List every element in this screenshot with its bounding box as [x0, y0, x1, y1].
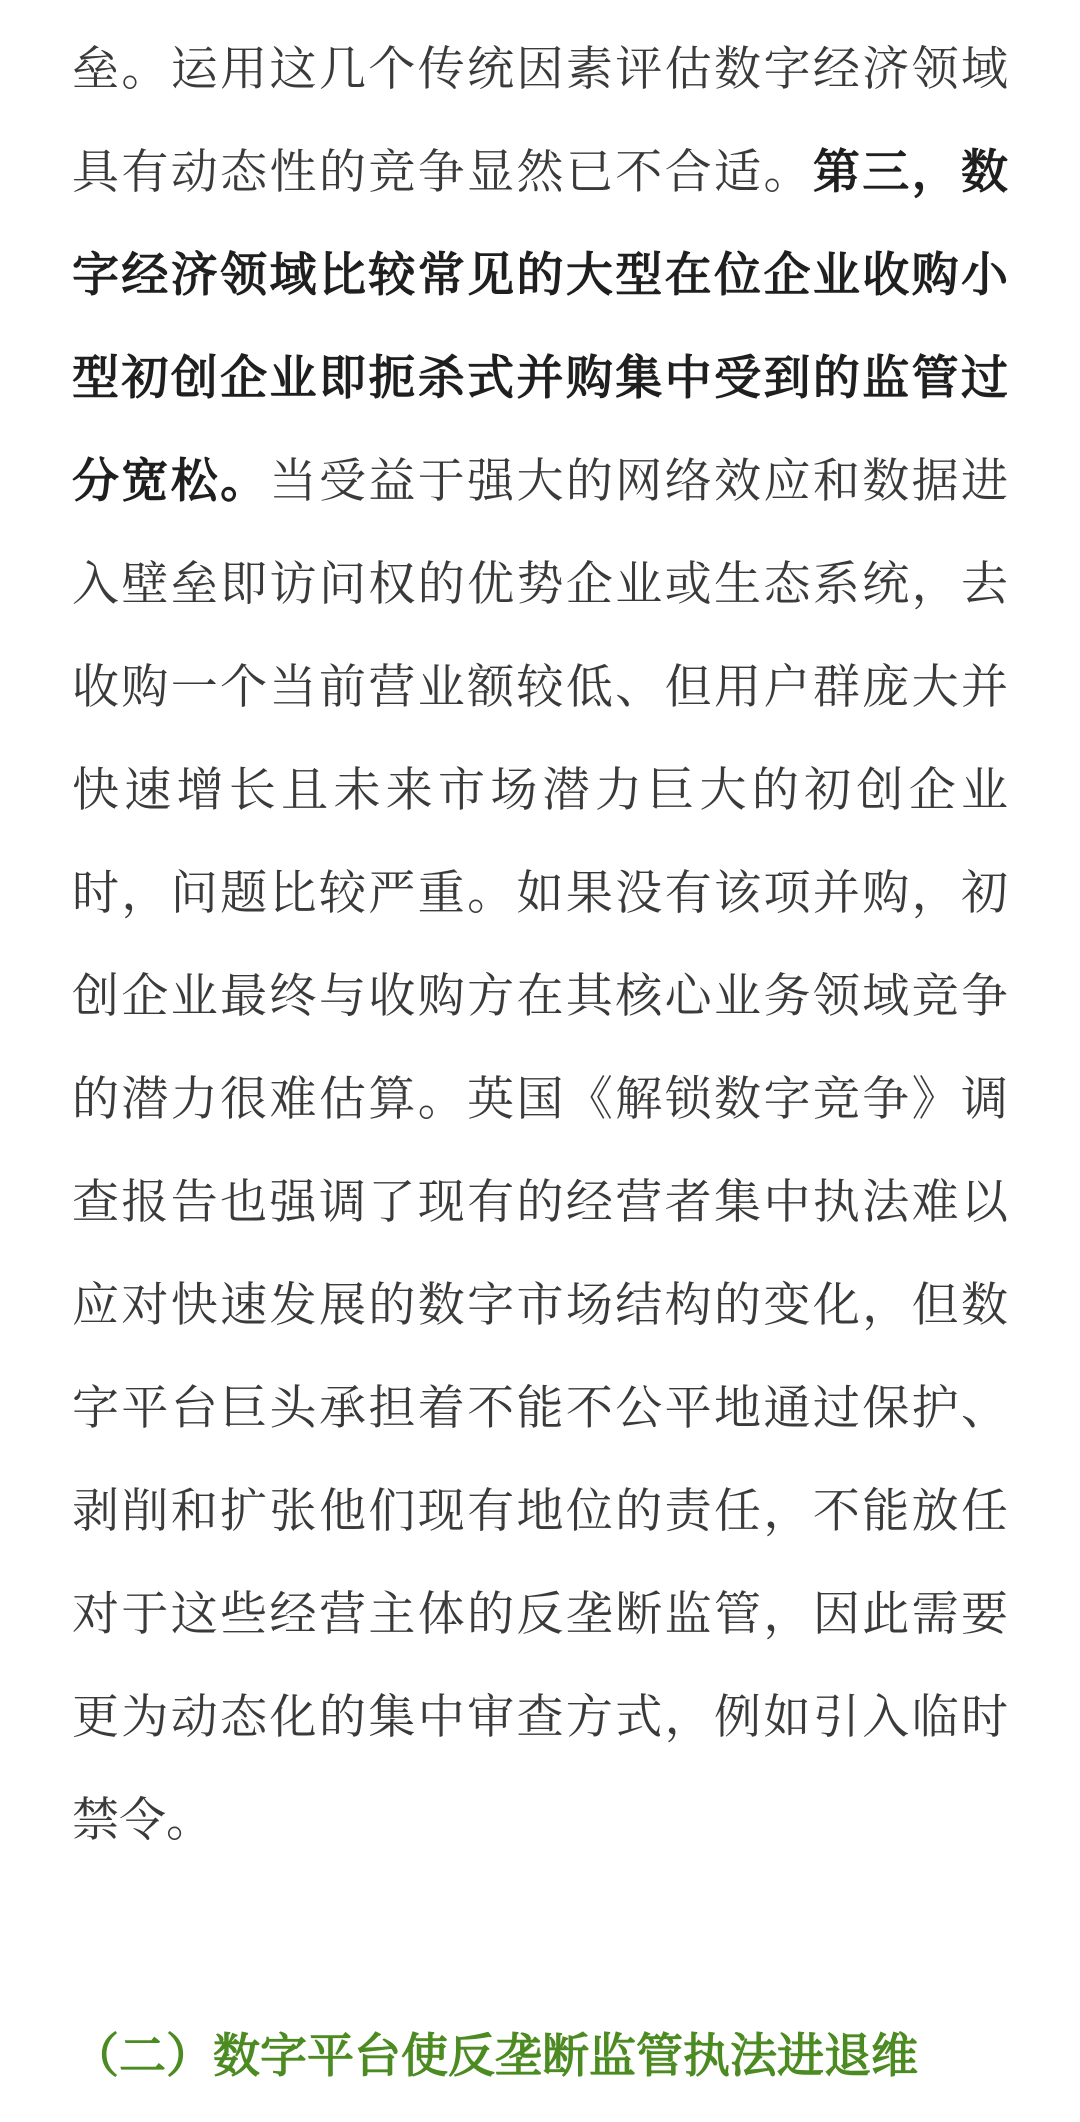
- paragraph-text-intro: 垒。运用这几个传统因素评估数字经济领域具有动态性的竞争显然已不合适。: [72, 42, 1008, 200]
- section-heading: （二）数字平台使反垄断监管执法进退维: [72, 2029, 918, 2084]
- paragraph-text-body: 当受益于强大的网络效应和数据进入壁垒即访问权的优势企业或生态系统，去收购一个当前营业额较低、但用户群庞大并快速增长且未来市场潜力巨大的初创企业时，问题比较严重。如果没有该项并购，初创企业最终与收购方在其核心业务领域竞争的潜力很难估算。英国《解锁数字竞争》调查报告也强调了现有的经营者集中执法难以应对快速发展的数字市场结构的变化，但数字平台巨头承担着不能不公平地通过保护、剥削和扩张他们现有地位的责任，不能放任对于这些经营主体的反垄断监管，因此需要更为动态化的集中审查方式，例如引入临时禁令。: [72, 454, 1009, 1848]
- article-body: [72, 18, 1008, 1872]
- article-paragraph: [72, 18, 1008, 1872]
- paragraph-bold-emphasis: 第三，数字经济领域比较常见的大型在位企业收购小型初创企业即扼杀式并购集中受到的监管过分宽松。: [72, 145, 1009, 509]
